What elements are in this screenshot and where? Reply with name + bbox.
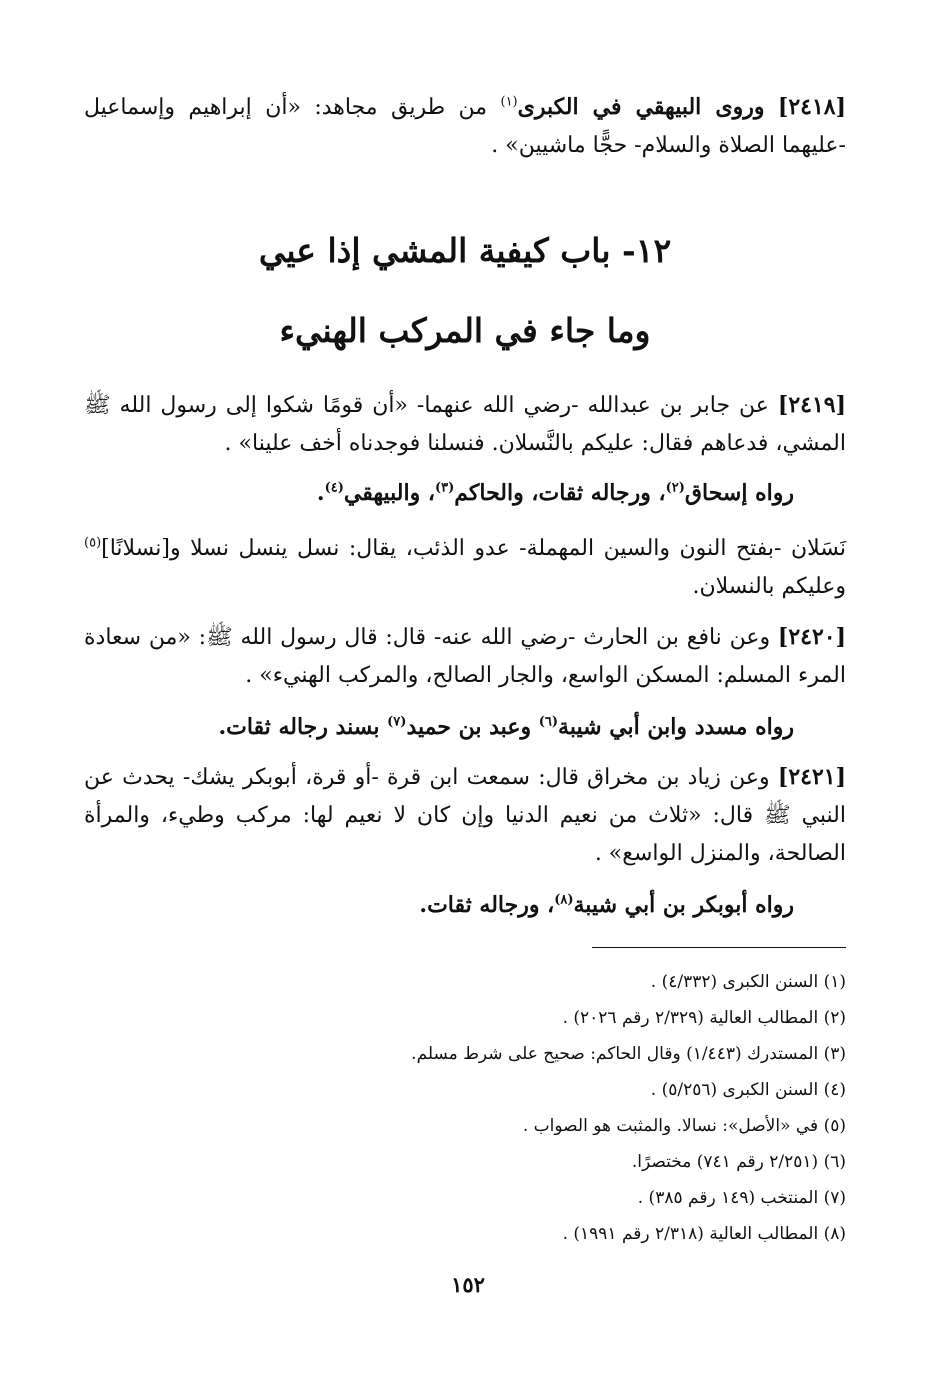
hadith-2421-source: رواه أبوبكر بن أبي شيبة$^{(٨)}$، ورجاله ثقات. (419, 892, 794, 918)
footnote-item: (٤) السنن الكبرى (٥/٢٥٦) . (650, 1080, 846, 1100)
hadith-number: [٢٤٢٠] (777, 624, 846, 650)
hadith-2420-source: رواه مسدد وابن أبي شيبة$^{(٦)}$ وعبد بن حميد$^{(٧)}$ بسند رجاله ثقات. (218, 714, 794, 740)
hadith-text: من طريق مجاهد: «أن إبراهيم وإسماعيل -عليهما الصلاة والسلام- حجًّا ماشيين» . (84, 95, 846, 158)
hadith-number: [٢٤٢١] (777, 764, 846, 790)
chapter-title-line1: ١٢- باب كيفية المشي إذا عيي (258, 231, 672, 270)
hadith-number: [٢٤١٩] (777, 392, 846, 418)
footnote-item: (١) السنن الكبرى (٤/٣٣٢) . (650, 972, 846, 992)
footnote-ref: (٤) (324, 480, 344, 496)
hadith-text: عن جابر بن عبدالله -رضي الله عنهما- «أن قومًا شكوا إلى رسول الله ﷺ المشي، فدعاهم فقال: عليكم بالنَّسلان. فنسلنا فوجدناه أخف علينا» . (84, 393, 846, 456)
footnote-ref: (٢) (665, 480, 685, 496)
footnote-item: (٣) المستدرك (١/٤٤٣) وقال الحاكم: صحيح على شرط مسلم. (411, 1044, 846, 1064)
hadith-2419-source: رواه إسحاق$^{(٢)}$، ورجاله ثقات، والحاكم$^{(٣)}$، والبيهقي$^{(٤)}$. (316, 480, 794, 506)
chapter-title-line2: وما جاء في المركب الهنيء (279, 311, 651, 350)
page-number: ١٥٢ (451, 1272, 485, 1297)
footnote-ref: (٥) (84, 535, 102, 551)
hadith-2419 (84, 386, 846, 463)
footnote-item: (٧) المنتخب (١٤٩ رقم ٣٨٥) . (637, 1188, 846, 1208)
footnotes-list (84, 964, 846, 1252)
footnote-ref: (٧) (387, 714, 407, 730)
hadith-lead: وروى البيهقي في الكبرى (517, 94, 765, 120)
hadith-2418 (84, 88, 846, 165)
hadith-2420 (84, 618, 846, 695)
word-gloss: نَسَلان -بفتح النون والسين المهملة- عدو الذئب، يقال: نسل ينسل نسلا و[نسلانًا]$^{(٥)}$ وعليكم بالنسلان. (84, 535, 846, 599)
footnote-ref: (١) (500, 94, 518, 110)
footnote-item: (٥) في «الأصل»: نسالا. والمثبت هو الصواب . (522, 1116, 846, 1136)
footnote-ref: (٨) (554, 892, 574, 908)
footnote-item: (٨) المطالب العالية (٢/٣١٨ رقم ١٩٩١) . (562, 1224, 846, 1244)
footnote-item: (٢) المطالب العالية (٢/٣٢٩ رقم ٢٠٢٦) . (562, 1008, 846, 1028)
hadith-2421 (84, 758, 846, 873)
hadith-text: وعن زياد بن مخراق قال: سمعت ابن قرة -أو قرة، أبوبكر يشك- يحدث عن النبي ﷺ قال: «ثلاث من نعيم الدنيا وإن كان لا نعيم لها: مركب وطيء، والمرأة الصالحة، والمنزل الواسع» . (84, 765, 846, 866)
footnote-ref: (٦) (538, 714, 559, 730)
hadith-text: وعن نافع بن الحارث -رضي الله عنه- قال: قال رسول الله ﷺ: «من سعادة المرء المسلم: المسكن الواسع، والجار الصالح، والمركب الهنيء» . (84, 625, 846, 688)
footnote-ref: (٣) (434, 480, 455, 496)
hadith-number: [٢٤١٨] (777, 94, 846, 120)
footnote-item: (٦) (٢/٢٥١ رقم ٧٤١) مختصرًا. (631, 1152, 846, 1172)
footnote-separator (592, 947, 846, 948)
